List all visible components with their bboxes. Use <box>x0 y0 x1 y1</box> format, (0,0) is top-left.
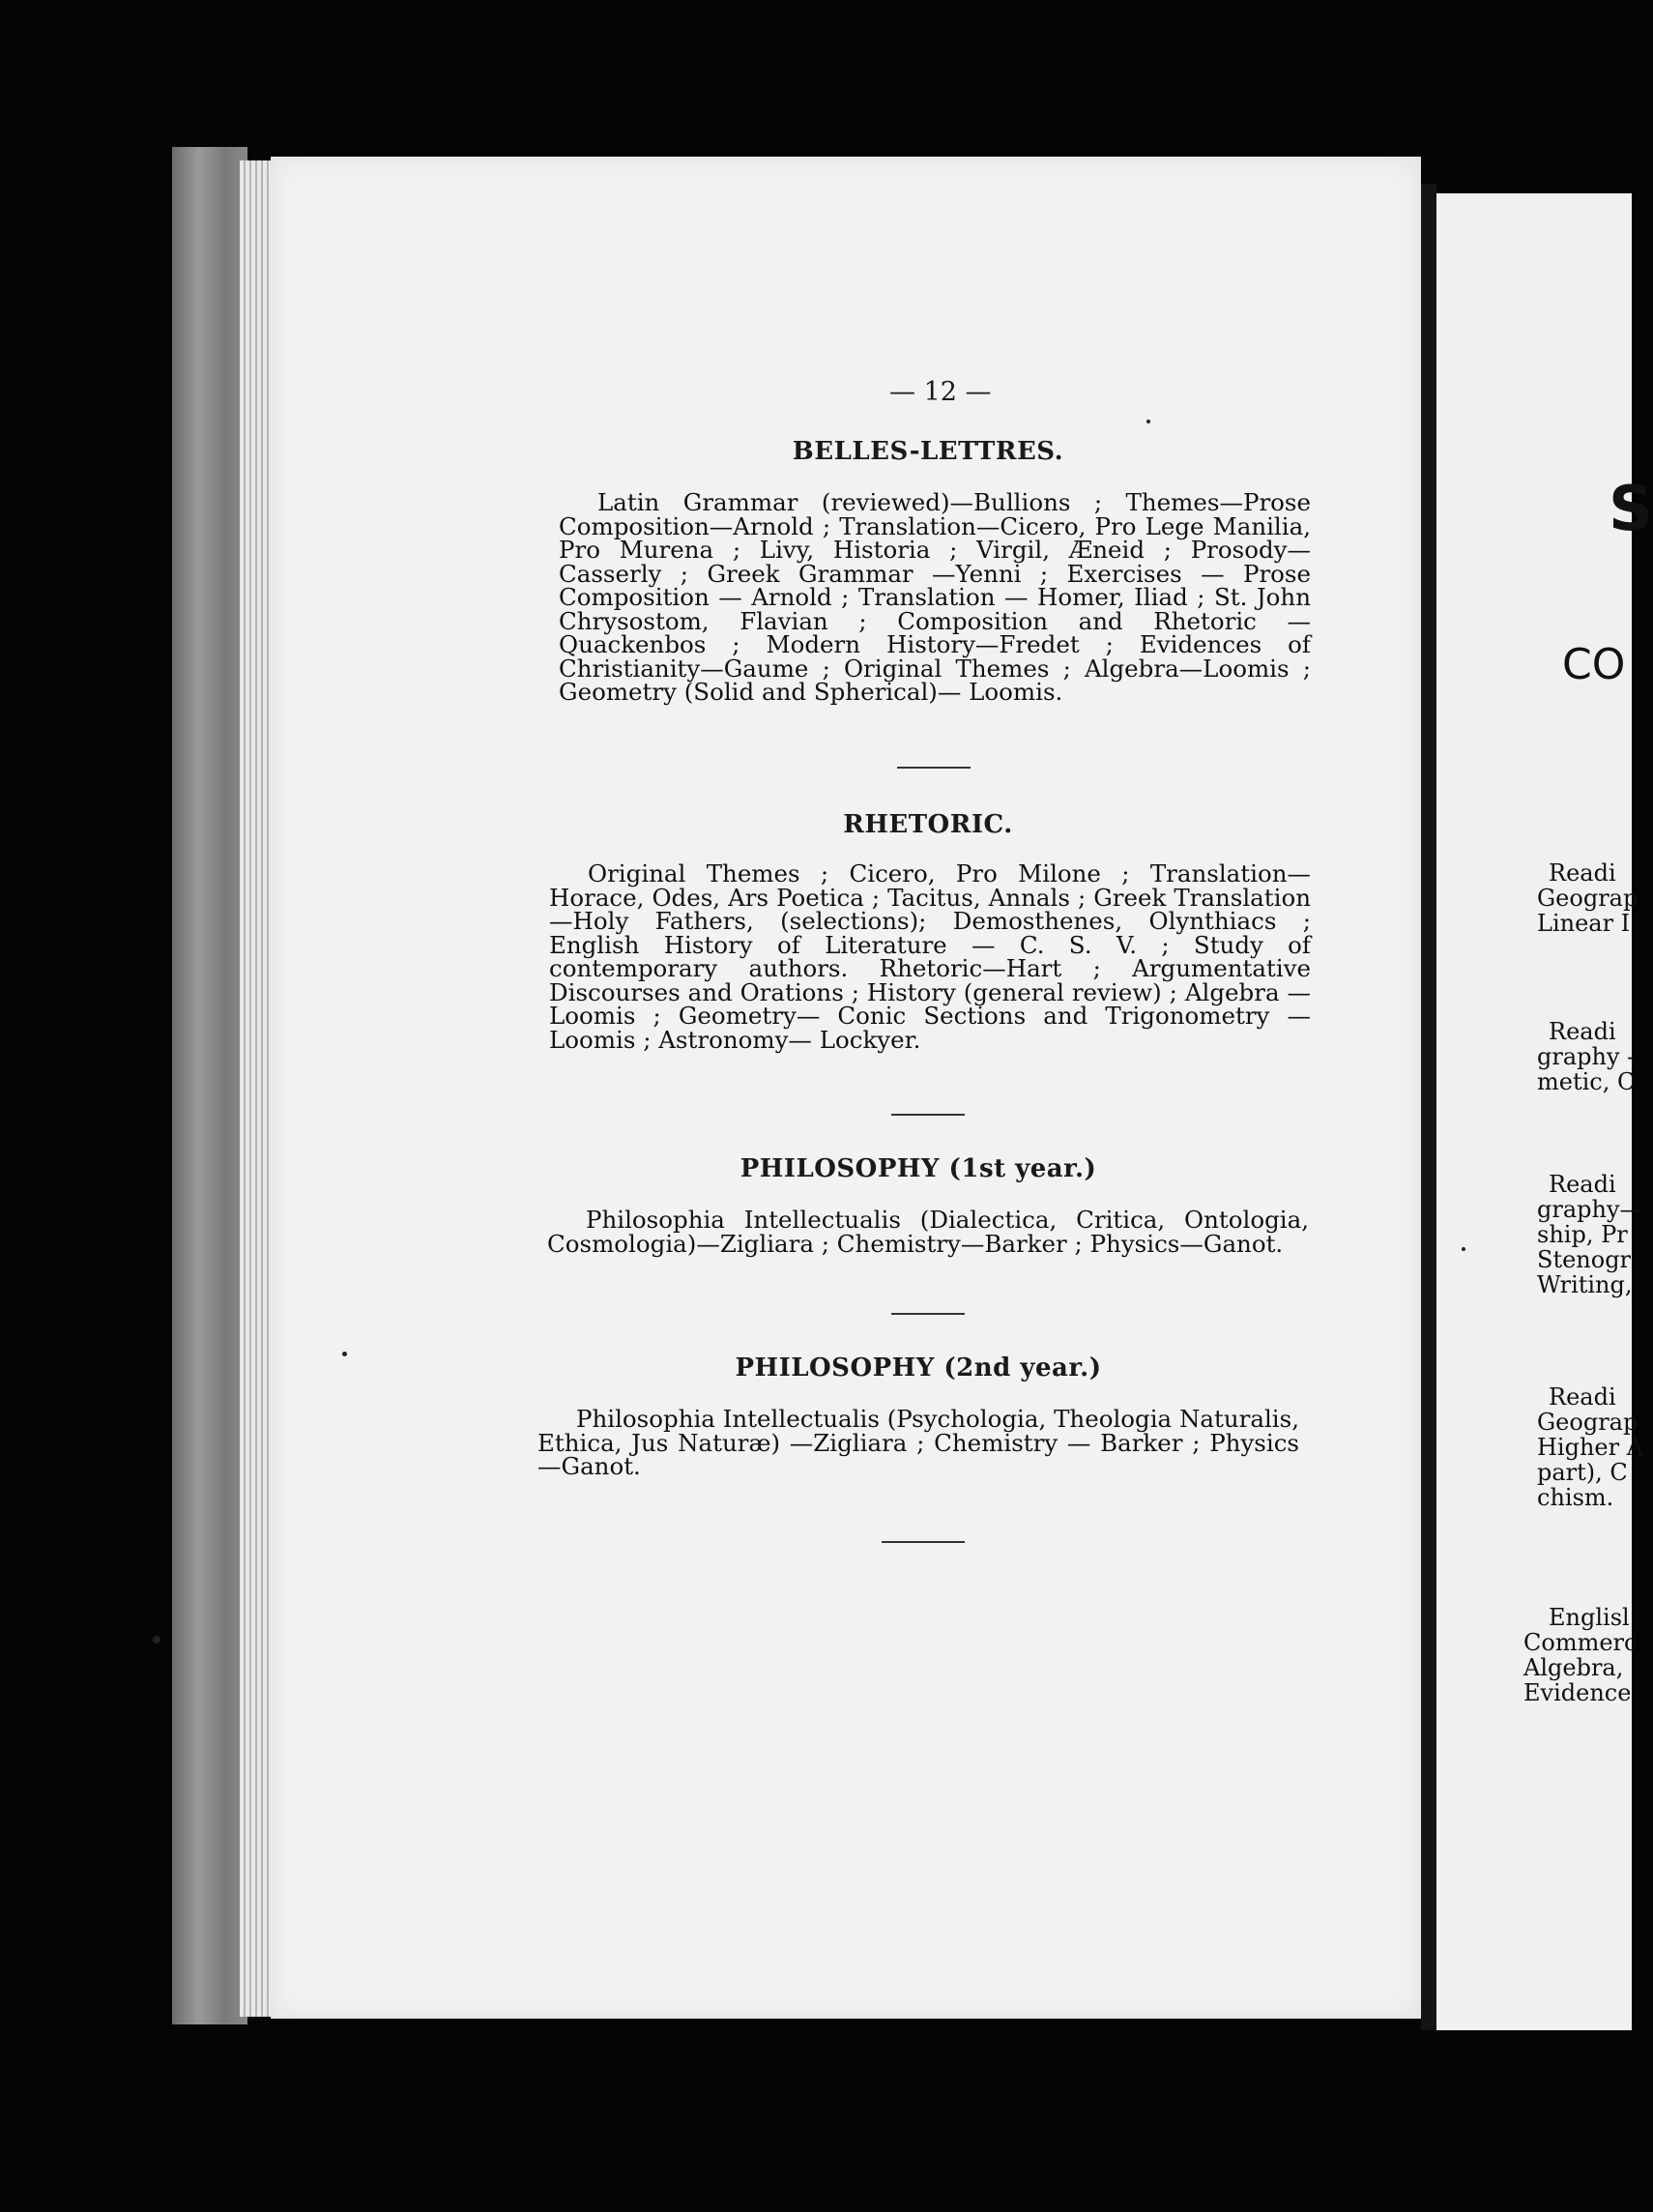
facing-page-fragment: ship, Pr <box>1537 1221 1628 1248</box>
facing-page-fragment: Geograp <box>1537 1409 1638 1436</box>
page-edges <box>240 160 273 2017</box>
facing-page-large-word: CO <box>1562 640 1626 689</box>
section-heading-philosophy-1: PHILOSOPHY (1st year.) <box>740 1154 1097 1183</box>
scan-speck <box>342 1352 347 1356</box>
facing-page-fragment: graphy - <box>1537 1043 1636 1070</box>
scan-speck <box>153 1636 160 1644</box>
facing-page-fragment: Evidence <box>1523 1679 1632 1706</box>
facing-page-large-letter: S <box>1609 474 1653 545</box>
facing-page-fragment: metic, C <box>1537 1068 1636 1095</box>
facing-page-fragment: chism. <box>1537 1484 1614 1511</box>
facing-page-fragment: Linear I <box>1537 910 1631 937</box>
section-divider <box>897 767 971 769</box>
page-number: — 12 — <box>889 377 992 407</box>
facing-page-fragment: Englisl <box>1549 1604 1630 1631</box>
facing-page-fragment: Writing, <box>1537 1271 1633 1298</box>
section-text-belles-lettres: Latin Grammar (reviewed)—Bullions ; Themes—Prose Composition—Arnold ; Translation—Cicero, Pro Lege Manilia, Pro Murena ; Livy, Historia ; Virgil, Æneid ; Prosody— Casserly ; Greek Grammar —Yenni ; Exercises — Prose Composition — Arnold ; Translation — Homer, Iliad ; St. John Chrysostom, Flavian ; Composition and Rhetoric — Quackenbos ; Modern History—Fredet ; Evidences of Christianity—Gaume ; Original Themes ; Algebra—Loomis ; Geometry (Solid and Spherical)— Loomis. <box>559 488 1311 706</box>
section-divider <box>891 1313 965 1315</box>
book-binding <box>172 147 247 2024</box>
section-heading-belles-lettres: BELLES-LETTRES. <box>792 437 1064 466</box>
scan-speck <box>1146 420 1150 423</box>
facing-page-fragment: Readi <box>1549 1383 1616 1411</box>
facing-page-fragment: Higher A <box>1537 1434 1644 1461</box>
left-page <box>271 157 1421 2019</box>
facing-page <box>1436 193 1653 2030</box>
facing-page-fragment: Stenogr <box>1537 1246 1632 1273</box>
facing-page-fragment: graphy— <box>1537 1196 1643 1223</box>
end-divider <box>882 1541 965 1543</box>
section-heading-rhetoric: RHETORIC. <box>843 810 1013 839</box>
facing-page-fragment: Readi <box>1549 1018 1616 1045</box>
section-heading-philosophy-2: PHILOSOPHY (2nd year.) <box>735 1353 1102 1382</box>
facing-page-fragment: Readi <box>1549 1171 1616 1198</box>
page-gutter <box>1421 184 1436 2030</box>
facing-page-fragment: Commerc <box>1523 1629 1638 1656</box>
section-divider <box>891 1114 965 1116</box>
section-text-philosophy-2: Philosophia Intellectualis (Psychologia, Theologia Naturalis, Ethica, Jus Naturæ) —Zigliara ; Chemistry — Barker ; Physics—Ganot. <box>537 1405 1299 1480</box>
section-text-rhetoric: Original Themes ; Cicero, Pro Milone ; Translation—Horace, Odes, Ars Poetica ; Tacitus, Annals ; Greek Translation—Holy Fathers, (selections); Demosthenes, Olynthiacs ; English History of Literature — C. S. V. ; Study of contemporary authors. Rhetoric—Hart ; Argumentative Discourses and Orations ; History (general review) ; Algebra — Loomis ; Geometry— Conic Sections and Trigonometry — Loomis ; Astronomy— Lockyer. <box>549 859 1311 1054</box>
facing-page-fragment: Readi <box>1549 859 1616 887</box>
facing-page-fragment: Geograp <box>1537 885 1638 912</box>
facing-page-fragment: part), C <box>1537 1459 1628 1486</box>
section-text-philosophy-1: Philosophia Intellectualis (Dialectica, Critica, Ontologia, Cosmologia)—Zigliara ; Chemistry—Barker ; Physics—Ganot. <box>547 1206 1309 1258</box>
scan-speck <box>1462 1247 1465 1251</box>
facing-page-fragment: Algebra, <box>1523 1654 1624 1681</box>
